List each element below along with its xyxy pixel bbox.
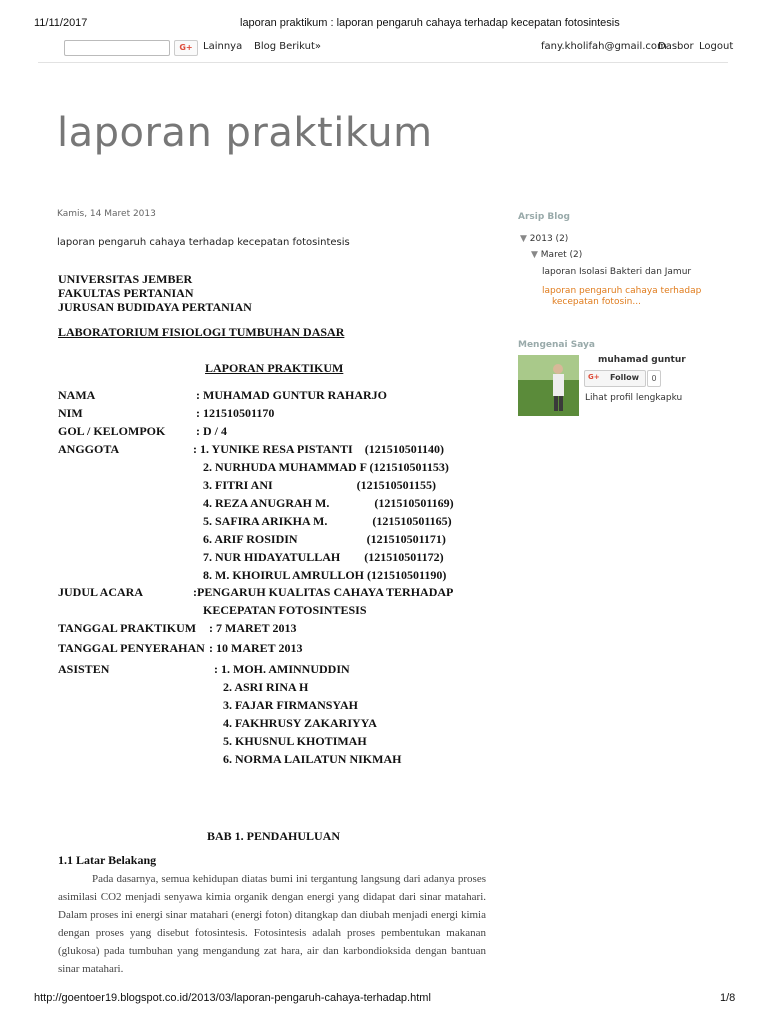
gol-label: GOL / KELOMPOK: [58, 424, 166, 438]
anggota-item: 5. SAFIRA ARIKHA M. (121510501165): [203, 514, 452, 528]
faculty-line: FAKULTAS PERTANIAN: [58, 286, 194, 300]
asisten-item: 2. ASRI RINA H: [223, 680, 309, 694]
nama-label: NAMA: [58, 388, 96, 402]
anggota-item: : 1. YUNIKE RESA PISTANTI (121510501140): [193, 442, 445, 456]
gol-value: : D / 4: [196, 424, 227, 438]
follow-button[interactable]: [584, 370, 646, 387]
lab-line: LABORATORIUM FISIOLOGI TUMBUHAN DASAR: [58, 325, 345, 339]
archive-year-toggle[interactable]: [520, 234, 568, 244]
follow-label: Follow: [610, 373, 640, 382]
about-heading: Mengenai Saya: [518, 340, 595, 350]
print-date: 11/11/2017: [34, 17, 88, 29]
print-title: laporan praktikum : laporan pengaruh cahaya terhadap kecepatan fotosintesis: [240, 17, 620, 29]
follower-count: 0: [647, 370, 661, 387]
anggota-item: 3. FITRI ANI (121510501155): [203, 478, 437, 492]
archive-heading: Arsip Blog: [518, 212, 570, 222]
search-input[interactable]: [64, 40, 170, 56]
profile-name[interactable]: muhamad guntur: [598, 355, 686, 365]
judul-value-cont: KECEPATAN FOTOSINTESIS: [203, 603, 367, 617]
logout-link[interactable]: Logout: [699, 41, 734, 52]
profile-photo[interactable]: [518, 355, 579, 416]
asisten-item: 6. NORMA LAILATUN NIKMAH: [223, 752, 402, 766]
archive-month-toggle[interactable]: [531, 250, 582, 260]
archive-month-label[interactable]: Maret (2): [540, 250, 583, 260]
archive-year-label[interactable]: 2013 (2): [529, 234, 569, 244]
nama-value: : MUHAMAD GUNTUR RAHARJO: [196, 388, 387, 402]
user-email: fany.kholifah@gmail.com: [541, 41, 667, 52]
tgl-penyerahan-label: TANGGAL PENYERAHAN: [58, 641, 205, 655]
profile-link[interactable]: Lihat profil lengkapku: [585, 393, 683, 403]
navbar-divider: [38, 62, 728, 63]
anggota-item: 2. NURHUDA MUHAMMAD F (121510501153): [203, 460, 449, 474]
more-link[interactable]: Lainnya: [203, 41, 243, 52]
print-url: http://goentoer19.blogspot.co.id/2013/03/laporan-pengaruh-cahaya-terhadap.html: [34, 992, 431, 1004]
section-heading: 1.1 Latar Belakang: [58, 853, 157, 867]
tgl-penyerahan-value: : 10 MARET 2013: [209, 641, 303, 655]
triangle-down-icon: ▼: [520, 234, 527, 244]
profile-photo-graphic: [518, 355, 579, 416]
tgl-praktikum-value: : 7 MARET 2013: [209, 621, 297, 635]
post-date: Kamis, 14 Maret 2013: [57, 209, 156, 219]
nim-value: : 121510501170: [196, 406, 275, 420]
anggota-label: ANGGOTA: [58, 442, 120, 456]
asisten-item: 5. KHUSNUL KHOTIMAH: [223, 734, 367, 748]
gplus-button[interactable]: G+: [174, 40, 198, 56]
asisten-item: 4. FAKHRUSY ZAKARIYYA: [223, 716, 377, 730]
next-blog-link[interactable]: Blog Berikut»: [254, 41, 322, 52]
asisten-label: ASISTEN: [58, 662, 110, 676]
anggota-item: 4. REZA ANUGRAH M. (121510501169): [203, 496, 454, 510]
anggota-item: 6. ARIF ROSIDIN (121510501171): [203, 532, 446, 546]
anggota-item: 7. NUR HIDAYATULLAH (121510501172): [203, 550, 444, 564]
chapter-heading: BAB 1. PENDAHULUAN: [207, 829, 341, 843]
asisten-item: 3. FAJAR FIRMANSYAH: [223, 698, 358, 712]
asisten-item: : 1. MOH. AMINNUDDIN: [214, 662, 350, 676]
triangle-down-icon: ▼: [531, 250, 538, 260]
archive-post-link-active[interactable]: laporan pengaruh cahaya terhadap: [542, 286, 702, 296]
post-paragraph: Pada dasarnya, semua kehidupan diatas bumi ini tergantung langsung dari adanya proses asimilasi CO2 menjadi senyawa kimia organik dengan energi yang didapat dari sinar matahari. Dalam proses ini energi sinar matahari (energi foton) ditangkap dan diubah menjadi energi kimia dengan proses yang disebut fotosintesis. Fotosintesis adalah proses pembentukan makanan (glukosa) pada tumbuhan yang mengandung zat hara, air dan karbondioksida dengan bantuan sinar matahari.: [58, 873, 486, 975]
report-heading: LAPORAN PRAKTIKUM: [205, 361, 344, 375]
department-line: JURUSAN BUDIDAYA PERTANIAN: [58, 300, 252, 314]
tgl-praktikum-label: TANGGAL PRAKTIKUM: [58, 621, 197, 635]
judul-value: :PENGARUH KUALITAS CAHAYA TERHADAP: [193, 585, 454, 599]
anggota-item: 8. M. KHOIRUL AMRULLOH (121510501190): [203, 568, 447, 582]
nim-label: NIM: [58, 406, 83, 420]
archive-post-link[interactable]: laporan Isolasi Bakteri dan Jamur: [542, 267, 692, 277]
dashboard-link[interactable]: Dasbor: [658, 41, 694, 52]
print-page-number: 1/8: [720, 992, 736, 1004]
post-title: laporan pengaruh cahaya terhadap kecepatan fotosintesis: [57, 237, 350, 248]
archive-post-link-active-cont[interactable]: kecepatan fotosin...: [552, 297, 641, 307]
gplus-icon: G+: [588, 373, 600, 381]
judul-label: JUDUL ACARA: [58, 585, 144, 599]
university-line: UNIVERSITAS JEMBER: [58, 272, 193, 286]
blog-title[interactable]: laporan praktikum: [57, 110, 433, 156]
